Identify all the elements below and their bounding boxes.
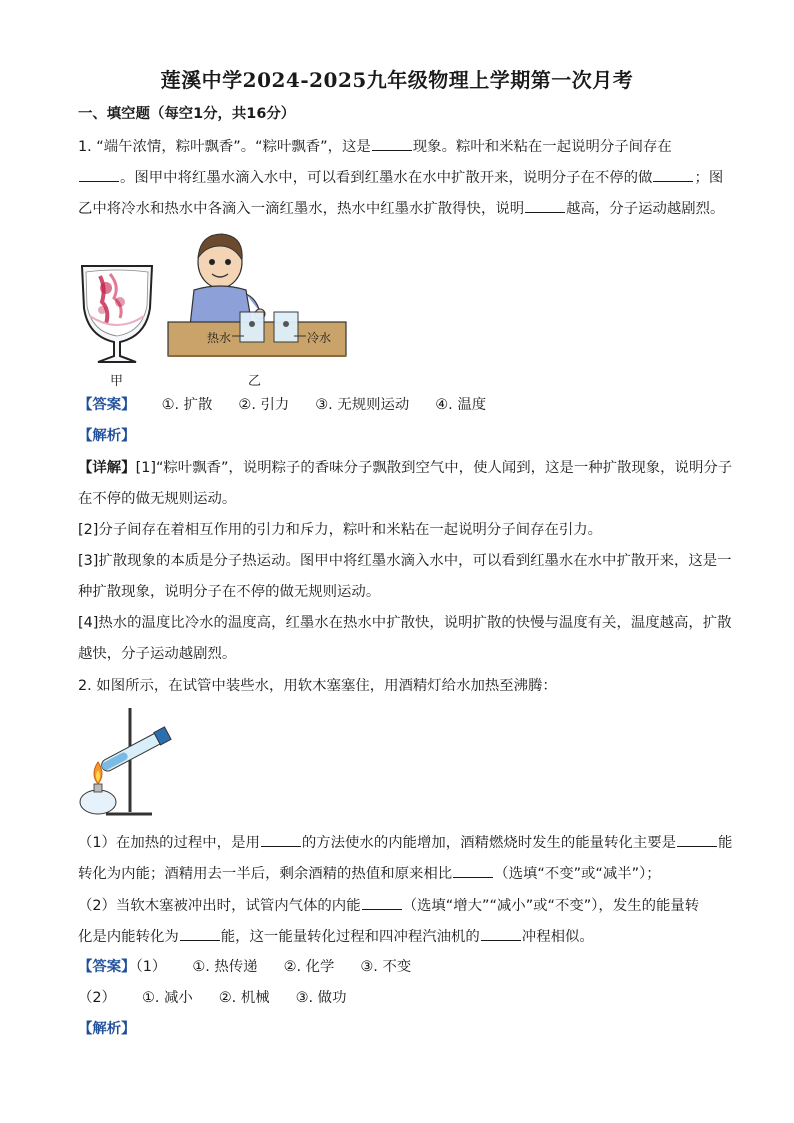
answer-blank	[261, 832, 301, 847]
q1-text: 乙中将冷水和热水中各滴入一滴红墨水，热水中红墨水扩散得快，说明	[78, 201, 525, 217]
figure-jia-caption: 甲	[110, 374, 124, 389]
answer-tag: 【答案】	[78, 397, 136, 413]
answer-option: ③. 做功	[295, 990, 347, 1006]
q2-text: （2）当软木塞被冲出时，试管内气体的内能	[78, 898, 361, 914]
q2-text: （1）在加热的过程中，是用	[78, 835, 260, 851]
q1-text: 1. “端午浓情，粽叶飘香”。“粽叶飘香”，这是	[78, 139, 371, 155]
q2-text: （选填“不变”或“减半”）；	[494, 866, 661, 882]
answer-part-label: （1）	[135, 959, 167, 975]
q1-detail-line: 在不停的做无规则运动。	[78, 491, 237, 507]
q2-line-4	[78, 926, 594, 947]
q2-text: 的方法使水的内能增加，酒精燃烧时发生的能量转化主要是	[301, 835, 677, 851]
q2-text: 转化为内能；酒精用去一半后，剩余酒精的热值和原来相比	[78, 866, 453, 882]
detail-text: [1]“粽叶飘香”，说明粽子的香味分子飘散到空气中，使人闻到，这是一种扩散现象，说明分子	[135, 460, 733, 476]
q1-detail-line: 越快，分子运动越剧烈。	[78, 646, 237, 662]
answer-part-label: （2）	[78, 990, 116, 1006]
answer-blank	[372, 136, 412, 151]
answer-blank	[525, 198, 565, 213]
q1-text: 现象。粽叶和米粘在一起说明分子间存在	[412, 139, 672, 155]
answer-option: ①. 热传递	[192, 959, 258, 975]
answer-blank	[481, 926, 521, 941]
label-hot-water: 热水	[207, 331, 232, 345]
answer-option: ②. 化学	[283, 959, 335, 975]
figure-yi-caption: 乙	[248, 374, 262, 389]
q2-answer-1	[78, 957, 437, 977]
analysis-tag: 【解析】	[78, 428, 136, 444]
answer-blank	[653, 167, 693, 182]
answer-option: ③. 无规则运动	[315, 397, 410, 413]
q1-detail-line: [3]扩散现象的本质是分子热运动。图甲中将红墨水滴入水中，可以看到红墨水在水中扩散开来，这是一	[78, 553, 732, 569]
q2-text: 能	[718, 835, 733, 851]
q1-line-2	[78, 167, 723, 188]
q2-stem: 2. 如图所示，在试管中装些水，用软木塞塞住，用酒精灯给水加热至沸腾：	[78, 678, 557, 694]
figure-boiling-test-tube	[76, 704, 176, 820]
q2-line-2	[78, 863, 661, 884]
q2-line-3	[78, 895, 699, 916]
page-title: 莲溪中学2024-2025九年级物理上学期第一次月考	[160, 68, 634, 92]
answer-blank	[180, 926, 220, 941]
answer-blank	[79, 167, 119, 182]
answer-blank	[677, 832, 717, 847]
answer-option: ①. 扩散	[161, 397, 213, 413]
q1-detail-line	[78, 458, 732, 478]
q2-text: （选填“增大”“减小”或“不变”），发生的能量转	[402, 898, 700, 914]
q1-detail-line: 种扩散现象，说明分子在不停的做无规则运动。	[78, 584, 381, 600]
answer-blank	[362, 895, 402, 910]
answer-option: ③. 不变	[360, 959, 412, 975]
q1-line-3	[78, 198, 724, 219]
q1-detail-line: [2]分子间存在着相互作用的引力和斥力，粽叶和米粘在一起说明分子间存在引力。	[78, 522, 603, 538]
analysis-tag: 【解析】	[78, 1021, 136, 1037]
answer-tag: 【答案】	[78, 959, 136, 975]
detail-tag: 【详解】	[78, 460, 136, 476]
q2-text: 化是内能转化为	[78, 929, 179, 945]
label-cold-water: 冷水	[307, 331, 332, 345]
q2-answer-2	[78, 988, 372, 1008]
q1-answer	[78, 395, 512, 415]
figure-jia-glass	[76, 258, 158, 366]
answer-option: ④. 温度	[435, 397, 487, 413]
q2-line-1	[78, 832, 732, 853]
q1-line-1	[78, 136, 672, 157]
answer-blank	[453, 863, 493, 878]
q2-text: 能，这一能量转化过程和四冲程汽油机的	[220, 929, 480, 945]
answer-option: ①. 减小	[141, 990, 193, 1006]
q1-text: 。图甲中将红墨水滴入水中，可以看到红墨水在水中扩散开来，说明分子在不停的做	[120, 170, 653, 186]
answer-option: ②. 机械	[218, 990, 270, 1006]
q1-text: ；图	[694, 170, 724, 186]
section-heading: 一、填空题（每空1分，共16分）	[78, 106, 296, 122]
answer-option: ②. 引力	[238, 397, 290, 413]
q2-text: 冲程相似。	[521, 929, 594, 945]
q1-detail-line: [4]热水的温度比冷水的温度高，红墨水在热水中扩散快，说明扩散的快慢与温度有关，温度越高，扩散	[78, 615, 732, 631]
q1-text: 越高，分子运动越剧烈。	[566, 201, 725, 217]
